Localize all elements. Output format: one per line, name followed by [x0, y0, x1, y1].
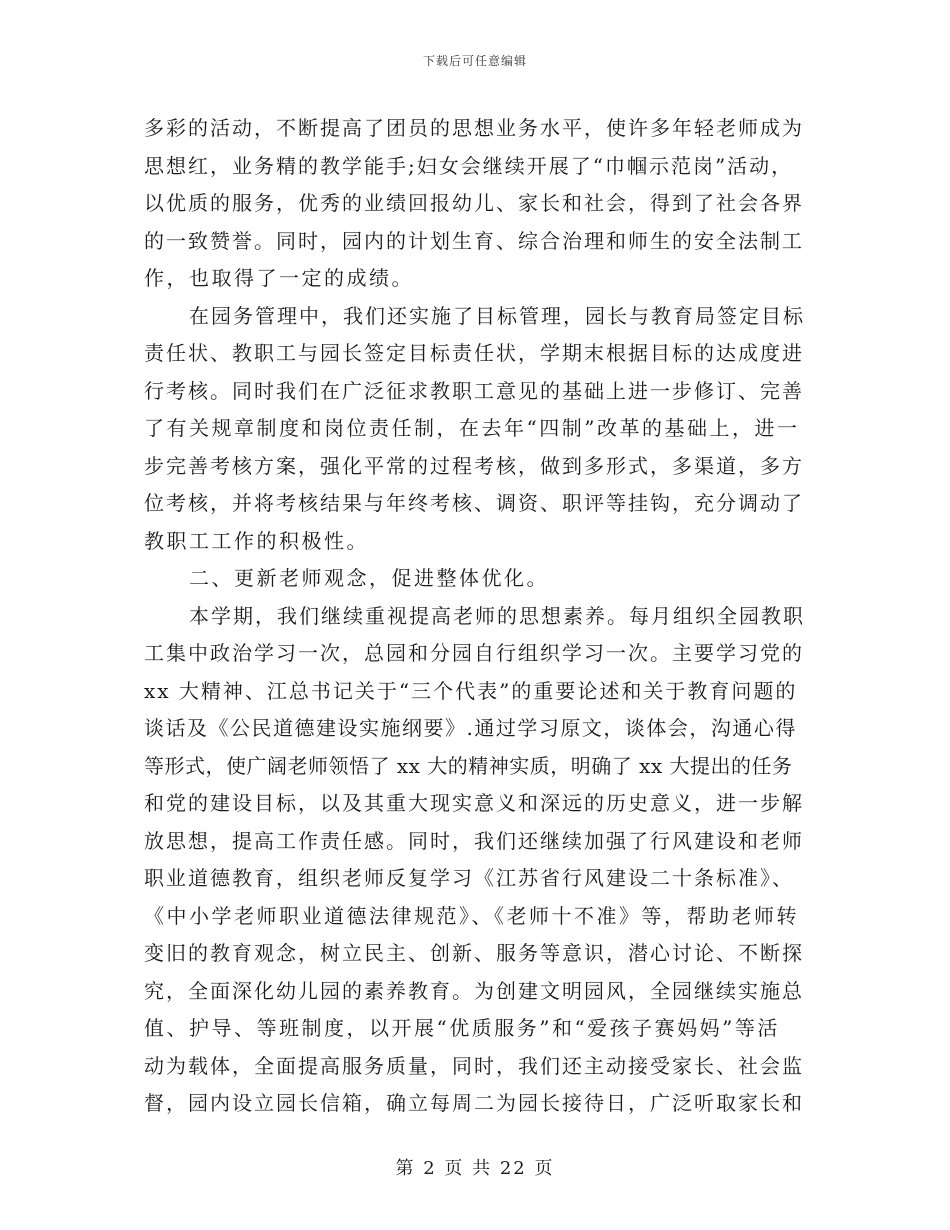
text-line: 变旧的教育观念，树立民主、创新、服务等意识，潜心讨论、不断探 [144, 941, 804, 965]
text-line: 步完善考核方案，强化平常的过程考核，做到多形式，多渠道，多方 [144, 453, 804, 478]
text-line: 以优质的服务，优秀的业绩回报幼儿、家长和社会，得到了社会各界 [144, 191, 804, 215]
text-line: 《中小学老师职业道德法律规范》、《老师十不准》等，帮助老师转 [144, 903, 799, 928]
text-line: 行考核。同时我们在广泛征求教职工意见的基础上进一步修订、完善 [144, 378, 804, 403]
paragraph-start-line: 本学期，我们继续重视提高老师的思想素养。每月组织全园教职 [189, 603, 805, 628]
text-line: 思想红，业务精的教学能手;妇女会继续开展了“巾帼示范岗”活动， [144, 153, 794, 178]
text-line: 放思想，提高工作责任感。同时，我们还继续加强了行风建设和老师 [144, 828, 804, 853]
text-line: 值、护导、等班制度，以开展“优质服务”和“爱孩子赛妈妈”等活 [144, 1016, 780, 1040]
text-line: 等形式，使广阔老师领悟了 xx 大的精神实质，明确了 xx 大提出的任务 [144, 753, 793, 778]
text-line: 位考核，并将考核结果与年终考核、调资、职评等挂钩，充分调动了 [144, 491, 804, 515]
text-line: 和党的建设目标，以及其重大现实意义和深远的历史意义，进一步解 [144, 791, 804, 815]
text-line: 动为载体，全面提高服务质量，同时，我们还主动接受家长、社会监 [144, 1053, 804, 1078]
document-body [144, 110, 808, 1123]
section-heading: 二、更新老师观念，促进整体优化。 [189, 566, 549, 590]
paragraph-start-line: 在园务管理中，我们还实施了目标管理，园长与教育局签定目标 [189, 303, 805, 328]
text-line: 究，全面深化幼儿园的素养教育。为创建文明园风，全园继续实施总 [144, 978, 804, 1003]
text-line: 的一致赞誉。同时，园内的计划生育、综合治理和师生的安全法制工 [144, 228, 804, 253]
text-line: 了有关规章制度和岗位责任制，在去年“四制”改革的基础上，进一 [144, 416, 800, 440]
text-line: 职业道德教育，组织老师反复学习《江苏省行风建设二十条标准》、 [144, 866, 794, 890]
page-header: 下载后可任意编辑 [422, 54, 527, 68]
text-line: 多彩的活动，不断提高了团员的思想业务水平，使许多年轻老师成为 [144, 116, 804, 140]
text-line: 工集中政治学习一次，总园和分园自行组织学习一次。主要学习党的 [144, 641, 804, 665]
text-line: xx 大精神、江总书记关于“三个代表”的重要论述和关于教育问题的 [144, 678, 798, 703]
text-line: 教职工工作的积极性。 [144, 528, 369, 553]
text-line: 责任状、教职工与园长签定目标责任状，学期末根据目标的达成度进 [144, 341, 804, 365]
text-line: 谈话及《公民道德建设实施纲要》.通过学习原文，谈体会，沟通心得 [144, 716, 797, 740]
text-line: 作，也取得了一定的成绩。 [144, 266, 414, 290]
text-line: 督，园内设立园长信箱，确立每周二为园长接待日，广泛听取家长和 [144, 1091, 804, 1115]
page-number-footer: 第 2 页 共 22 页 [395, 1158, 555, 1179]
